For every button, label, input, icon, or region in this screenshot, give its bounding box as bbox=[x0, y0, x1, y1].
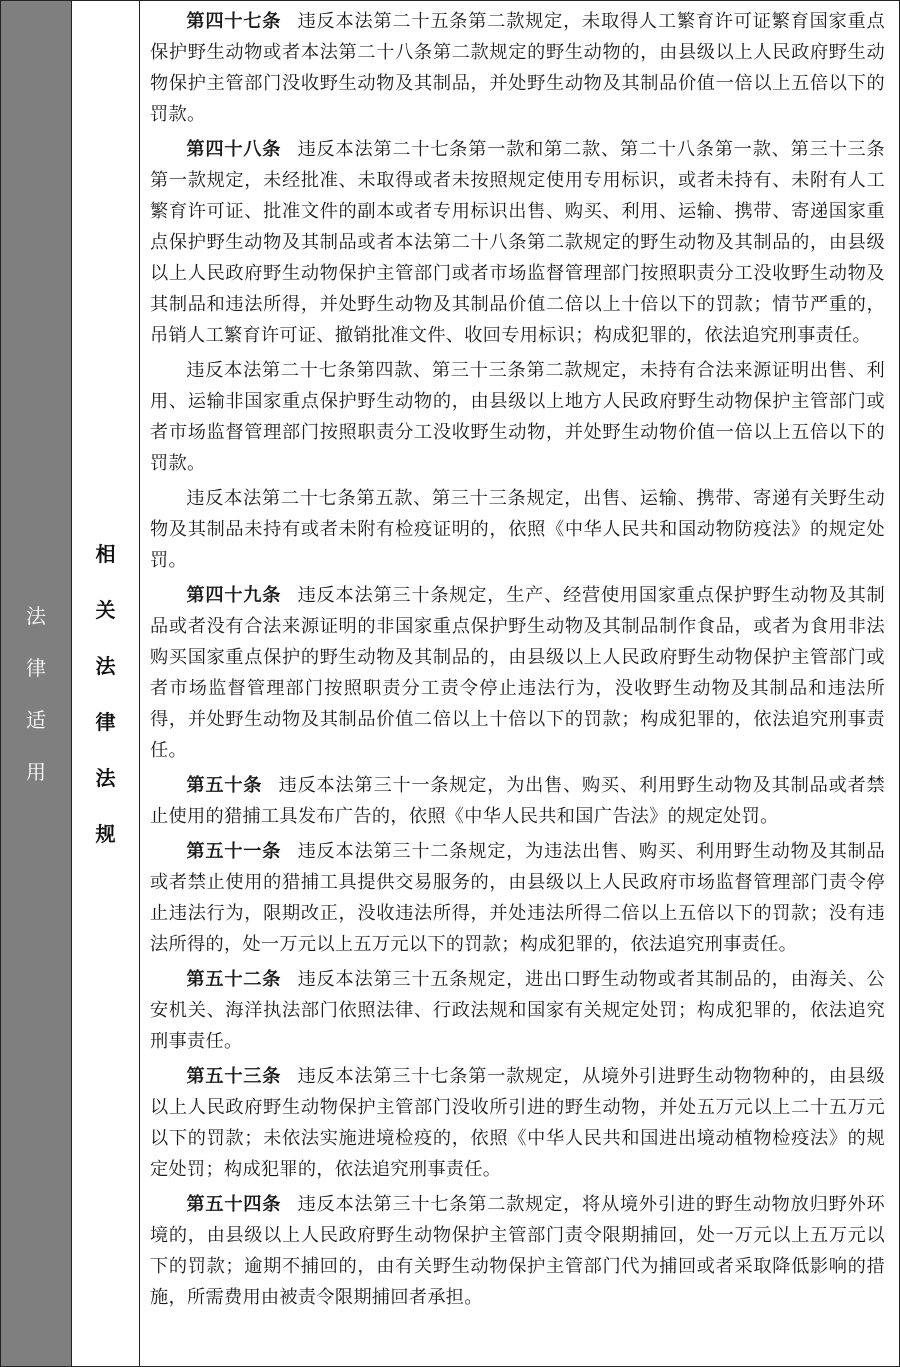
law-paragraph bbox=[150, 6, 885, 130]
article-number: 第四十七条 bbox=[186, 11, 282, 32]
law-paragraph bbox=[150, 483, 885, 576]
article-text: 违反本法第二十七条第一款和第二款、第二十八条第一款、第三十三条第一款规定，未经批准、未取得或者未按照规定使用专用标识，或者未持有、未附有人工繁育许可证、批准文件的副本或者专用标识出售、购买、利用、运输、携带、寄递国家重点保护野生动物及其制品或者本法第二十八条第二款规定的野生动物及其制品的，由县级以上人民政府野生动物保护主管部门或者市场监督管理部门按照职责分工没收野生动物及其制品和违法所得，并处野生动物及其制品价值二倍以上十倍以下的罚款；情节严重的，吊销人工繁育许可证、撤销批准文件、收回专用标识；构成犯罪的，依法追究刑事责任。 bbox=[150, 139, 885, 346]
law-paragraph bbox=[150, 1061, 885, 1185]
article-number: 第四十九条 bbox=[186, 585, 282, 606]
side-category-label: 法律适用 bbox=[26, 603, 46, 784]
article-text: 违反本法第三十一条规定，为出售、购买、利用野生动物及其制品或者禁止使用的猎捕工具发布广告的，依照《中华人民共和国广告法》的规定处罚。 bbox=[150, 775, 885, 827]
article-number: 第五十一条 bbox=[186, 841, 282, 862]
law-paragraph bbox=[150, 355, 885, 479]
article-text: 违反本法第三十七条第二款规定，将从境外引进的野生动物放归野外环境的，由县级以上人民政府野生动物保护主管部门责令限期捕回，处一万元以上五万元以下的罚款；逾期不捕回的，由有关野生动物保护主管部门代为捕回或者采取降低影响的措施，所需费用由被责令限期捕回者承担。 bbox=[150, 1194, 885, 1308]
article-text: 违反本法第三十二条规定，为违法出售、购买、利用野生动物及其制品或者禁止使用的猎捕工具提供交易服务的，由县级以上人民政府市场监督管理部门责令停止违法行为，限期改正，没收违法所得，并处违法所得二倍以上五倍以下的罚款；没有违法所得的，处一万元以上五万元以下的罚款；构成犯罪的，依法追究刑事责任。 bbox=[150, 841, 885, 955]
sub-category-column bbox=[72, 1, 140, 1366]
article-text: 违反本法第二十七条第四款、第三十三条第二款规定，未持有合法来源证明出售、利用、运输非国家重点保护野生动物的，由县级以上地方人民政府野生动物保护主管部门或者市场监督管理部门按照职责分工没收野生动物，并处野生动物价值一倍以上五倍以下的罚款。 bbox=[150, 360, 885, 474]
article-number: 第四十八条 bbox=[186, 139, 282, 160]
article-number: 第五十条 bbox=[186, 775, 263, 796]
article-text: 违反本法第三十五条规定，进出口野生动物或者其制品的，由海关、公安机关、海洋执法部门依照法律、行政法规和国家有关规定处罚；构成犯罪的，依法追究刑事责任。 bbox=[150, 969, 885, 1052]
law-paragraph bbox=[150, 1189, 885, 1313]
article-text: 违反本法第三十七条第一款规定，从境外引进野生动物物种的，由县级以上人民政府野生动物保护主管部门没收所引进的野生动物，并处五万元以上二十五万元以下的罚款；未依法实施进境检疫的，依照《中华人民共和国进出境动植物检疫法》的规定处罚；构成犯罪的，依法追究刑事责任。 bbox=[150, 1066, 885, 1180]
law-paragraph bbox=[150, 964, 885, 1057]
article-text: 违反本法第二十七条第五款、第三十三条规定，出售、运输、携带、寄递有关野生动物及其制品未持有或者未附有检疫证明的，依照《中华人民共和国动物防疫法》的规定处罚。 bbox=[150, 488, 885, 571]
article-number: 第五十四条 bbox=[186, 1194, 282, 1215]
law-text-column bbox=[140, 1, 899, 1366]
article-text: 违反本法第二十五条第二款规定，未取得人工繁育许可证繁育国家重点保护野生动物或者本法第二十八条第二款规定的野生动物的，由县级以上人民政府野生动物保护主管部门没收野生动物及其制品，并处野生动物及其制品价值一倍以上五倍以下的罚款。 bbox=[150, 11, 885, 125]
law-paragraph bbox=[150, 836, 885, 960]
sub-category-label: 相关法律法规 bbox=[95, 541, 116, 846]
law-paragraph bbox=[150, 770, 885, 832]
article-number: 第五十二条 bbox=[186, 969, 282, 990]
side-category-column bbox=[1, 1, 72, 1366]
article-text: 违反本法第三十条规定，生产、经营使用国家重点保护野生动物及其制品或者没有合法来源证明的非国家重点保护野生动物及其制品制作食品，或者为食用非法购买国家重点保护的野生动物及其制品的，由县级以上人民政府野生动物保护主管部门或者市场监督管理部门按照职责分工责令停止违法行为，没收野生动物及其制品和违法所得，并处野生动物及其制品价值二倍以上十倍以下的罚款；构成犯罪的，依法追究刑事责任。 bbox=[150, 585, 885, 761]
article-number: 第五十三条 bbox=[186, 1066, 282, 1087]
law-paragraph bbox=[150, 580, 885, 766]
law-paragraph bbox=[150, 134, 885, 351]
